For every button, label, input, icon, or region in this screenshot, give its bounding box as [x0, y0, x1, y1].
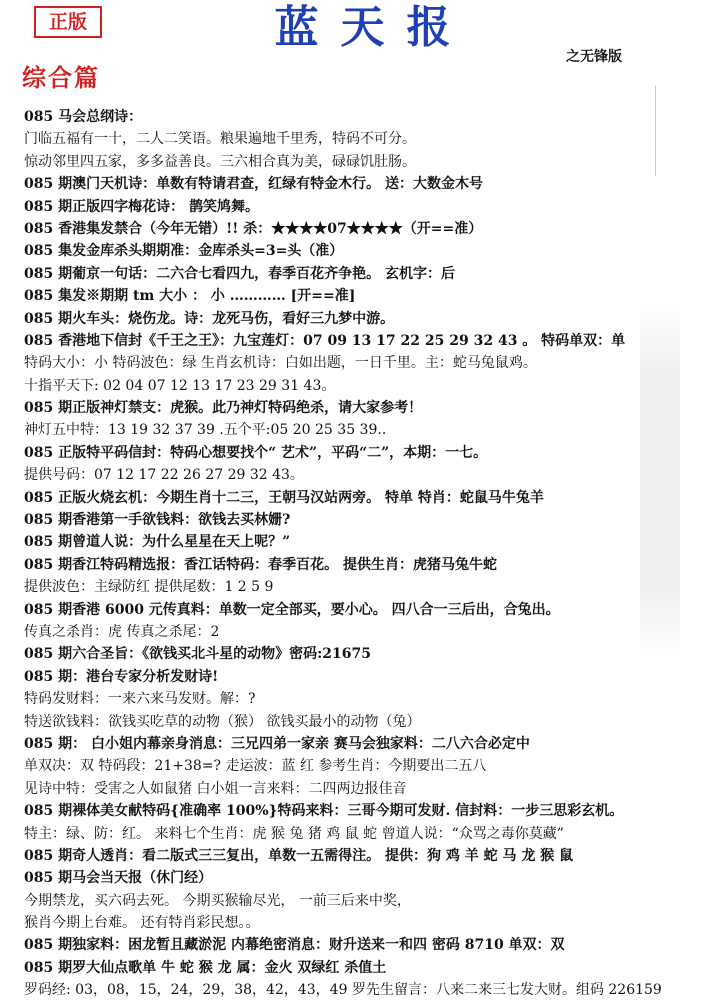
text-line: 猴肖今期上台难。 还有特肖彩民想。。 [24, 915, 260, 932]
text-line: 085 香港集发禁合（今年无错）!! 杀：★★★★07★★★★（开==准） [24, 220, 483, 237]
text-line: 085 期裸体美女献特码{准确率 100%}特码来料：三哥今期可发财. 信封料：一步三思彩玄机。 [24, 803, 624, 820]
edition-badge: 正版 [34, 6, 102, 38]
text-line: 惊动邻里四五家，多多益善良。三六相合真为美，碌碌饥肚肠。 [24, 153, 416, 170]
text-line: 特码发财料：一来六来马发财。解：? [24, 691, 256, 708]
text-line: 085 期马会当天报（休门经） [24, 870, 213, 887]
text-line: 085 正版火烧玄机：今期生肖十二三，王朝马汉站两旁。 特单 特肖：蛇鼠马牛兔羊 [24, 489, 544, 506]
text-line: 门临五福有一十，二人二笑语。粮果遍地千里秀，特码不可分。 [24, 131, 416, 148]
article-body [24, 106, 704, 1002]
text-line: 085 期火车头：烧伤龙。诗：龙死马伤，看好三九梦中游。 [24, 310, 395, 327]
text-line: 085 期六合圣旨：《欲钱买北斗星的动物》密码:21675 [24, 646, 371, 663]
text-line: 085 期：港台专家分析发财诗! [24, 668, 219, 685]
text-line: 085 期独家料：困龙暂且藏淤泥 内幕绝密消息：财升送来一和四 密码 8710 单双：双 [24, 937, 565, 954]
edition-label: 之无锋版 [566, 49, 622, 65]
text-line: 085 期正版神灯禁支：虎猴。此乃神灯特码绝杀，请大家参考！ [24, 400, 423, 417]
text-line: 特码大小：小 特码波色：绿 生肖玄机诗：白如出题，一日千里。主：蛇马兔鼠鸡。 [24, 355, 537, 372]
text-line: 085 期： 白小姐内幕亲身消息：三兄四弟一家亲 赛马会独家料：二八六合必定中 [24, 735, 530, 752]
text-line: 085 期香港第一手欲钱料：欲钱去买林姗? [24, 512, 291, 529]
text-line: 085 期正版四字梅花诗： 鹊笑鸠舞。 [24, 198, 259, 215]
text-line: 罗码经: 03，08，15，24，29，38，42，43，49 罗先生留言：八来二来三七发大财。组码 226159 [24, 982, 662, 999]
text-line: 085 集发※期期 tm 大小 ： 小 ………… [开==准] [24, 288, 356, 305]
text-line: 085 期澳门天机诗：单数有特请君查，红绿有特金木行。 送：大数金木号 [24, 176, 483, 193]
newspaper-title: 蓝天报 [274, 2, 473, 53]
text-line: 提供号码：07 12 17 22 26 27 29 32 43。 [24, 467, 304, 484]
text-line: 085 期香港 6000 元传真料：单数一定全部买，要小心。 四八合一三后出，合兔出。 [24, 601, 560, 618]
text-line: 神灯五中特：13 19 32 37 39 .五个平:05 20 25 35 39.. [24, 422, 387, 439]
text-line: 085 香港地下信封《千王之王》：九宝莲灯：07 09 13 17 22 25 29 32 43 。 特码单双：单 [24, 332, 626, 349]
text-line: 085 期香江特码精选报：香江话特码：春季百花。 提供生肖：虎猪马兔牛蛇 [24, 556, 497, 573]
text-line: 今期禁龙，买六码去死。 今期买猴输尽光， 一前三后来中奖， [24, 892, 411, 909]
text-line: 085 马会总纲诗： [24, 109, 143, 125]
text-line: 见诗中特：受害之人如鼠猪 白小姐一言来料：二四两边报佳音 [24, 780, 407, 797]
text-line: 085 正版特平码信封：特码心想要找个“ 艺术”，平码“二”，本期：一七。 [24, 444, 488, 461]
text-line: 提供波色：主绿防红 提供尾数：1 2 5 9 [24, 579, 274, 596]
section-title: 综合篇 [22, 63, 100, 92]
text-line: 单双决：双 特码段：21+38=? 走运波：蓝 红 参考生肖：今期要出二五八 [24, 758, 487, 775]
text-line: 085 期曾道人说：为什么星星在天上呢？” [24, 534, 291, 551]
text-line: 特送欲钱料：欲钱买吃草的动物（猴） 欲钱买最小的动物（兔） [24, 713, 421, 730]
text-line: 特主：绿、防：红。 来料七个生肖：虎 猴 兔 猪 鸡 鼠 蛇 曾道人说：“众骂之毒你莫藏” [24, 825, 564, 842]
text-line: 十指平天下: 02 04 07 12 13 17 23 29 31 43。 [24, 377, 336, 394]
text-line: 085 期葡京一句话：二六合七看四九，春季百花齐争艳。 玄机字：后 [24, 265, 455, 282]
text-line: 085 集发金库杀头期期准：金库杀头=3=头（准） [24, 243, 344, 260]
text-line: 085 期奇人透肖：看二版式三三复出，单数一五需得注。 提供：狗 鸡 羊 蛇 马 龙 猴 鼠 [24, 847, 574, 864]
text-line: 085 期罗大仙点歌单 牛 蛇 猴 龙 属：金火 双绿红 杀值土 [24, 959, 387, 976]
text-line: 传真之杀肖：虎 传真之杀尾：2 [24, 623, 220, 640]
